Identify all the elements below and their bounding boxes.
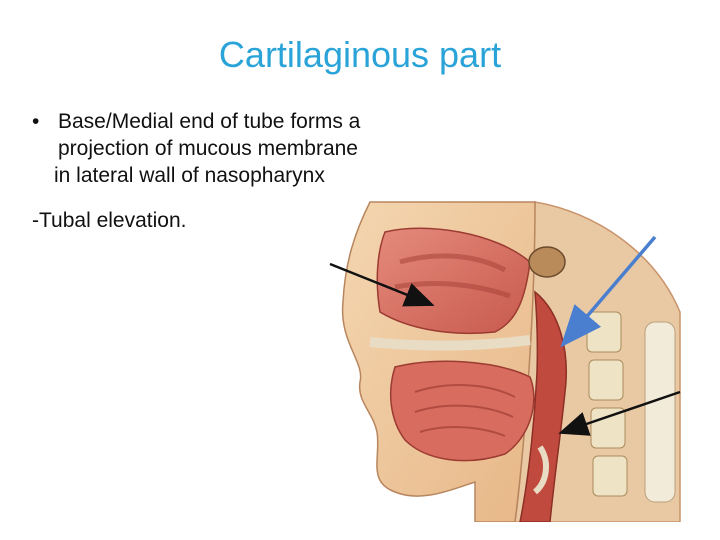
anatomy-figure — [325, 192, 685, 522]
sphenoid-sinus — [529, 247, 565, 277]
slide-title: Cartilaginous part — [218, 34, 502, 75]
bullet-text: Base/Medial end of tube forms a projection of mucous membrane — [58, 110, 361, 160]
bullet-item — [32, 108, 362, 162]
bullet-dot-icon: • — [32, 110, 40, 133]
bullet-continuation: in lateral wall of nasopharynx — [54, 164, 325, 187]
tubal-elevation-note: -Tubal elevation. — [32, 209, 187, 232]
hard-palate — [370, 340, 530, 346]
tongue — [391, 361, 534, 460]
bullet-list — [32, 108, 362, 234]
